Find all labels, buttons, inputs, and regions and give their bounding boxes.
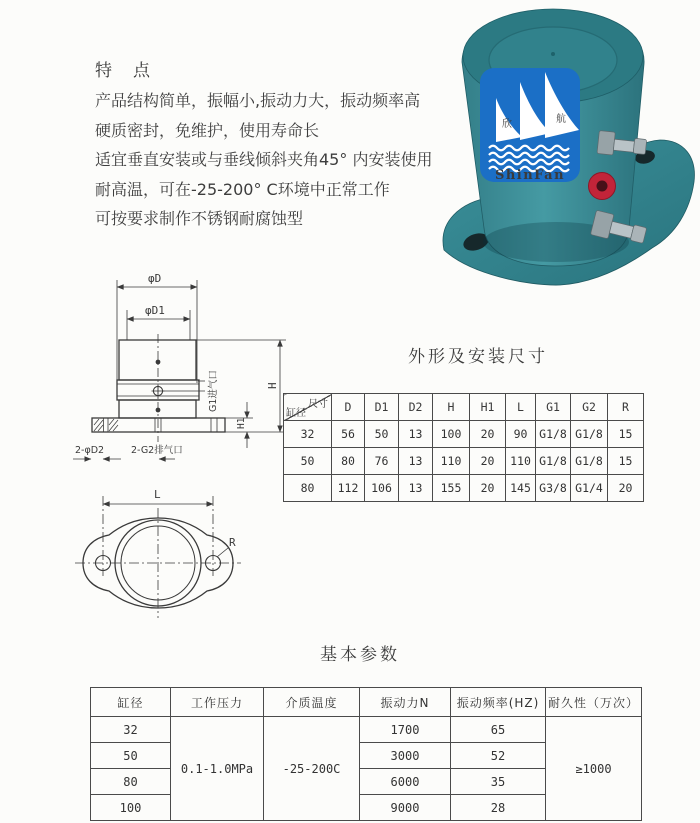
logo-cn-left: 欣 bbox=[502, 119, 512, 130]
cell-bore: 32 bbox=[91, 717, 171, 743]
brand-logo bbox=[480, 68, 580, 183]
cell-frequency: 65 bbox=[451, 717, 546, 743]
dim-label-d1: φD1 bbox=[145, 304, 165, 317]
cell-pressure: 0.1-1.0MPa bbox=[171, 717, 264, 821]
cell-force: 3000 bbox=[360, 743, 451, 769]
cell: 13 bbox=[399, 475, 433, 502]
col-header: 振动力N bbox=[360, 688, 451, 717]
col-header: G1 bbox=[536, 394, 571, 421]
cell: 110 bbox=[433, 448, 470, 475]
corner-header-cell bbox=[284, 394, 332, 421]
cell: 15 bbox=[608, 421, 644, 448]
cell: 100 bbox=[433, 421, 470, 448]
col-header: 缸径 bbox=[91, 688, 171, 717]
table-header-row bbox=[91, 688, 642, 717]
cell-frequency: 28 bbox=[451, 795, 546, 821]
cell-force: 6000 bbox=[360, 769, 451, 795]
feature-line: 可按要求制作不锈钢耐腐蚀型 bbox=[95, 209, 304, 228]
dim-table-title: 外形及安装尺寸 bbox=[408, 347, 548, 367]
cell-bore: 100 bbox=[91, 795, 171, 821]
table-row bbox=[284, 448, 644, 475]
exhaust-port-dot bbox=[156, 408, 161, 413]
parameters-table bbox=[90, 687, 642, 821]
dim-label-r: R bbox=[229, 536, 236, 549]
dim-label-l: L bbox=[154, 488, 161, 501]
col-header: H bbox=[433, 394, 470, 421]
cell: 90 bbox=[506, 421, 536, 448]
dim-label-inlet: G1进气口 bbox=[208, 370, 219, 412]
col-header: L bbox=[506, 394, 536, 421]
dimension-table bbox=[283, 393, 644, 502]
cell: 13 bbox=[399, 448, 433, 475]
cell: 155 bbox=[433, 475, 470, 502]
side-view-drawing bbox=[55, 250, 305, 467]
logo-cn-right: 航 bbox=[556, 114, 566, 125]
col-header: R bbox=[608, 394, 644, 421]
cell: 112 bbox=[332, 475, 365, 502]
col-header: 工作压力 bbox=[171, 688, 264, 717]
cell-force: 9000 bbox=[360, 795, 451, 821]
cell: 20 bbox=[470, 421, 506, 448]
col-header: D bbox=[332, 394, 365, 421]
cell: G1/8 bbox=[536, 448, 571, 475]
cell: G1/4 bbox=[571, 475, 608, 502]
cell: G1/8 bbox=[536, 421, 571, 448]
dim-label-h1: H1 bbox=[236, 417, 247, 429]
col-header: 介质温度 bbox=[264, 688, 360, 717]
features-section bbox=[95, 56, 455, 234]
cell-durability: ≥1000 bbox=[546, 717, 642, 821]
feature-line: 适宜垂直安装或与垂线倾斜夹角45° 内安装使用 bbox=[95, 150, 433, 169]
cell: 20 bbox=[608, 475, 644, 502]
col-header: H1 bbox=[470, 394, 506, 421]
cell: G1/8 bbox=[571, 421, 608, 448]
table-row bbox=[284, 475, 644, 502]
cell-temperature: -25-200C bbox=[264, 717, 360, 821]
table-row bbox=[284, 421, 644, 448]
cell-bore: 80 bbox=[284, 475, 332, 502]
cell: G1/8 bbox=[571, 448, 608, 475]
plan-view-drawing bbox=[73, 478, 273, 630]
cell: 145 bbox=[506, 475, 536, 502]
cell: 20 bbox=[470, 448, 506, 475]
col-header: G2 bbox=[571, 394, 608, 421]
cell: 76 bbox=[365, 448, 399, 475]
table-row bbox=[91, 717, 642, 743]
cell: 15 bbox=[608, 448, 644, 475]
cell: 106 bbox=[365, 475, 399, 502]
feature-line: 耐高温，可在-25-200° C环境中正常工作 bbox=[95, 179, 390, 199]
corner-label-size: 尺寸 bbox=[308, 399, 328, 410]
cell: 20 bbox=[470, 475, 506, 502]
cell: 110 bbox=[506, 448, 536, 475]
col-header: 耐久性（万次） bbox=[546, 688, 642, 717]
cell-frequency: 35 bbox=[451, 769, 546, 795]
col-header: D2 bbox=[399, 394, 433, 421]
feature-line: 产品结构简单，振幅小,振动力大，振动频率高 bbox=[95, 91, 421, 110]
dim-label-holes: 2-φD2 bbox=[75, 445, 105, 456]
logo-brand-text: ShinFan bbox=[494, 168, 566, 183]
cell: 50 bbox=[365, 421, 399, 448]
cell-bore: 50 bbox=[284, 448, 332, 475]
corner-label-bore: 缸径 bbox=[286, 408, 306, 419]
cell: 13 bbox=[399, 421, 433, 448]
product-photo bbox=[432, 2, 700, 288]
cell: 56 bbox=[332, 421, 365, 448]
dim-label-exhaust: 2-G2排气口 bbox=[131, 445, 183, 456]
features-title: 特 点 bbox=[95, 61, 152, 81]
cell-bore: 80 bbox=[91, 769, 171, 795]
upper-port-dot bbox=[156, 360, 161, 365]
col-header: D1 bbox=[365, 394, 399, 421]
cell-force: 1700 bbox=[360, 717, 451, 743]
col-header: 振动频率(HZ) bbox=[451, 688, 546, 717]
cell-frequency: 52 bbox=[451, 743, 546, 769]
dim-label-h: H bbox=[266, 382, 279, 389]
cell-bore: 32 bbox=[284, 421, 332, 448]
cell: G3/8 bbox=[536, 475, 571, 502]
param-table-title: 基本参数 bbox=[320, 645, 400, 665]
cell-bore: 50 bbox=[91, 743, 171, 769]
section-hatching bbox=[94, 419, 118, 431]
red-grommet-hole bbox=[597, 181, 608, 192]
dim-label-d: φD bbox=[148, 272, 162, 285]
feature-line: 硬质密封，免维护，使用寿命长 bbox=[95, 120, 320, 140]
table-header-row bbox=[284, 394, 644, 421]
inlet-port-symbol bbox=[152, 385, 165, 398]
cell: 80 bbox=[332, 448, 365, 475]
